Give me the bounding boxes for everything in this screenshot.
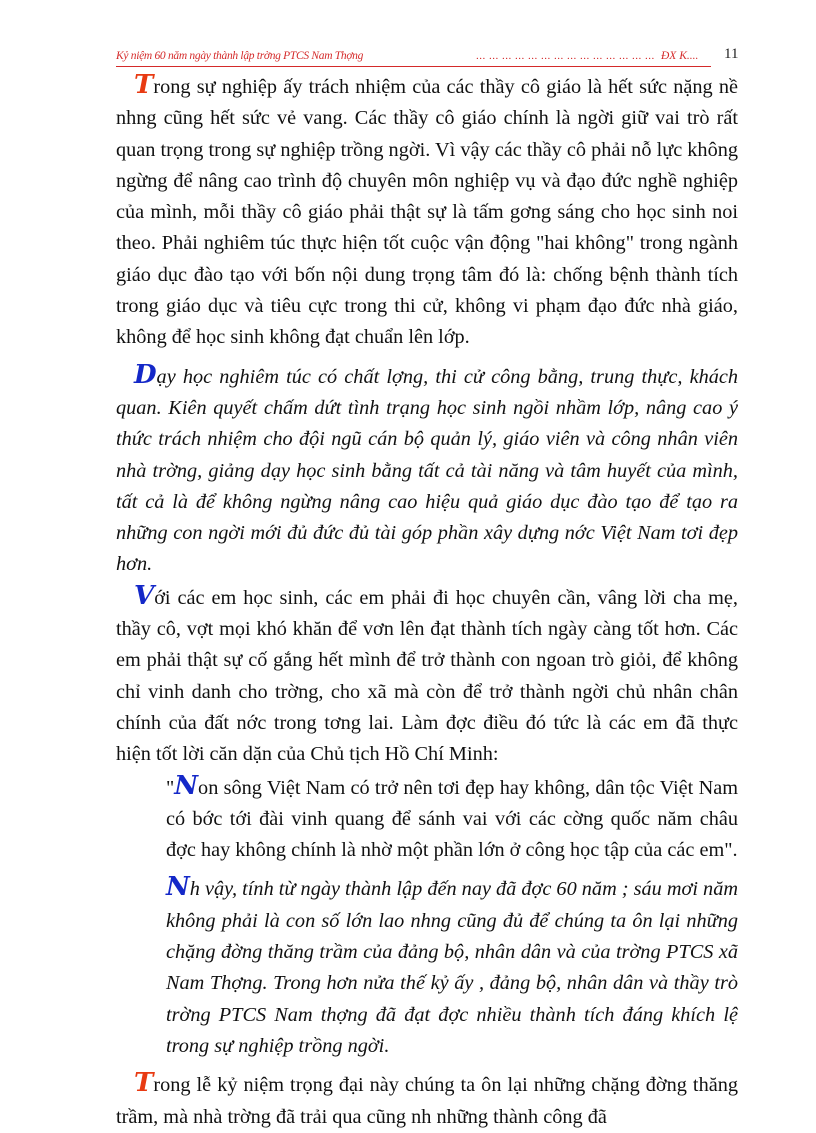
paragraph-quote [116, 770, 738, 867]
paragraph-text: h vậy, tính từ ngày thành lập đến nay đã đợc 60 năm ; sáu mơi năm không phải là con số lớn lao nhng cũng đủ để chúng ta ôn lại những chặng đờng thăng trầm của đảng bộ, nhân dân và của trờng PTCS xã Nam Thợng. Trong hơn nửa thế kỷ ấy , đảng bộ, nhân dân và thầy trò trờng PTCS Nam thợng đã đạt đợc nhiều thành tích đáng khích lệ trong sự nghiệp trồng ngời. [166, 878, 738, 1057]
quote-mark: " [166, 776, 175, 799]
paragraph-students [116, 580, 738, 771]
page-header [116, 48, 746, 68]
document-body [116, 72, 738, 1133]
paragraph-ceremony [116, 1070, 738, 1133]
paragraph-anniversary [116, 874, 738, 1062]
dropcap: N [174, 770, 199, 801]
dropcap: T [134, 1068, 154, 1099]
header-dots: ... ... ... ... ... ... ... ... ... ... ... ... ... ... [476, 50, 655, 62]
dropcap: T [134, 70, 154, 100]
paragraph-text: rong sự nghiệp ấy trách nhiệm của các thầy cô giáo là hết sức nặng nề nhng cũng hết sức vẻ vang. Các thầy cô giáo chính là ngời giữ vai trò rất quan trọng trong sự nghiệp trồng ngời. Vì vậy các thầy cô phải nỗ lực không ngừng để nâng cao trình độ chuyên môn nghiệp vụ và đạo đức nghề nghiệp của mình, mỗi thầy cô giáo phải thật sự là tấm gơng sáng cho học sinh noi theo. Phải nghiêm túc thực hiện tốt cuộc vận động "hai không" trong ngành giáo dục đào tạo với bốn nội dung trọng tâm đó là: chống bệnh thành tích trong giáo dục và tiêu cực trong thi cử, không vi phạm đạo đức nhà giáo, không để học sinh không đạt chuẩn lên lớp. [116, 76, 738, 349]
paragraph-text: rong lễ kỷ niệm trọng đại này chúng ta ôn lại những chặng đờng thăng trầm, mà nhà trờng đã trải qua cũng nh những thành công đã [116, 1074, 738, 1128]
paragraph-text: ới các em học sinh, các em phải đi học chuyên cần, vâng lời cha mẹ, thầy cô, vợt mọi khó khăn để vơn lên đạt thành tích ngày càng tốt hơn. Các em phải thật sự cố gắng hết mình để trở thành con ngoan trò giỏi, để không chỉ vinh danh cho trờng, cho xã mà còn để trở thành ngời chủ nhân chân chính của đất nớc trong tơng lai. Làm đợc điều đó tức là các em đã thực hiện tốt lời căn dặn của Chủ tịch Hồ Chí Minh: [116, 586, 738, 766]
header-rule [116, 66, 711, 67]
dropcap: D [134, 359, 157, 390]
dropcap: N [166, 872, 190, 903]
header-title: Kỷ niệm 60 năm ngày thành lập trờng PTCS Nam Thợng [116, 50, 364, 62]
page-number: 11 [724, 46, 739, 62]
paragraph-teachers [116, 72, 738, 354]
paragraph-teaching [116, 359, 738, 581]
header-right-text: ĐX K.... [661, 50, 699, 62]
paragraph-text: ạy học nghiêm túc có chất lợng, thi cử công bằng, trung thực, khách quan. Kiên quyết chấm dứt tình trạng học sinh ngồi nhầm lớp, nâng cao ý thức trách nhiệm cho đội ngũ cán bộ quản lý, giáo viên và công nhân viên nhà trờng, giảng dạy học sinh bằng tất cả tài năng và tâm huyết của mình, tất cả là để không ngừng nâng cao hiệu quả giáo dục đào tạo để tạo ra những con ngời mới đủ đức đủ tài góp phần xây dựng nớc Việt Nam tơi đẹp hơn. [116, 365, 738, 576]
paragraph-text: on sông Việt Nam có trở nên tơi đẹp hay không, dân tộc Việt Nam có bớc tới đài vinh quang để sánh vai với các cờng quốc năm châu đợc hay không chính là nhờ một phần lớn ở công học tập của các em". [166, 776, 738, 862]
dropcap: V [134, 580, 155, 611]
